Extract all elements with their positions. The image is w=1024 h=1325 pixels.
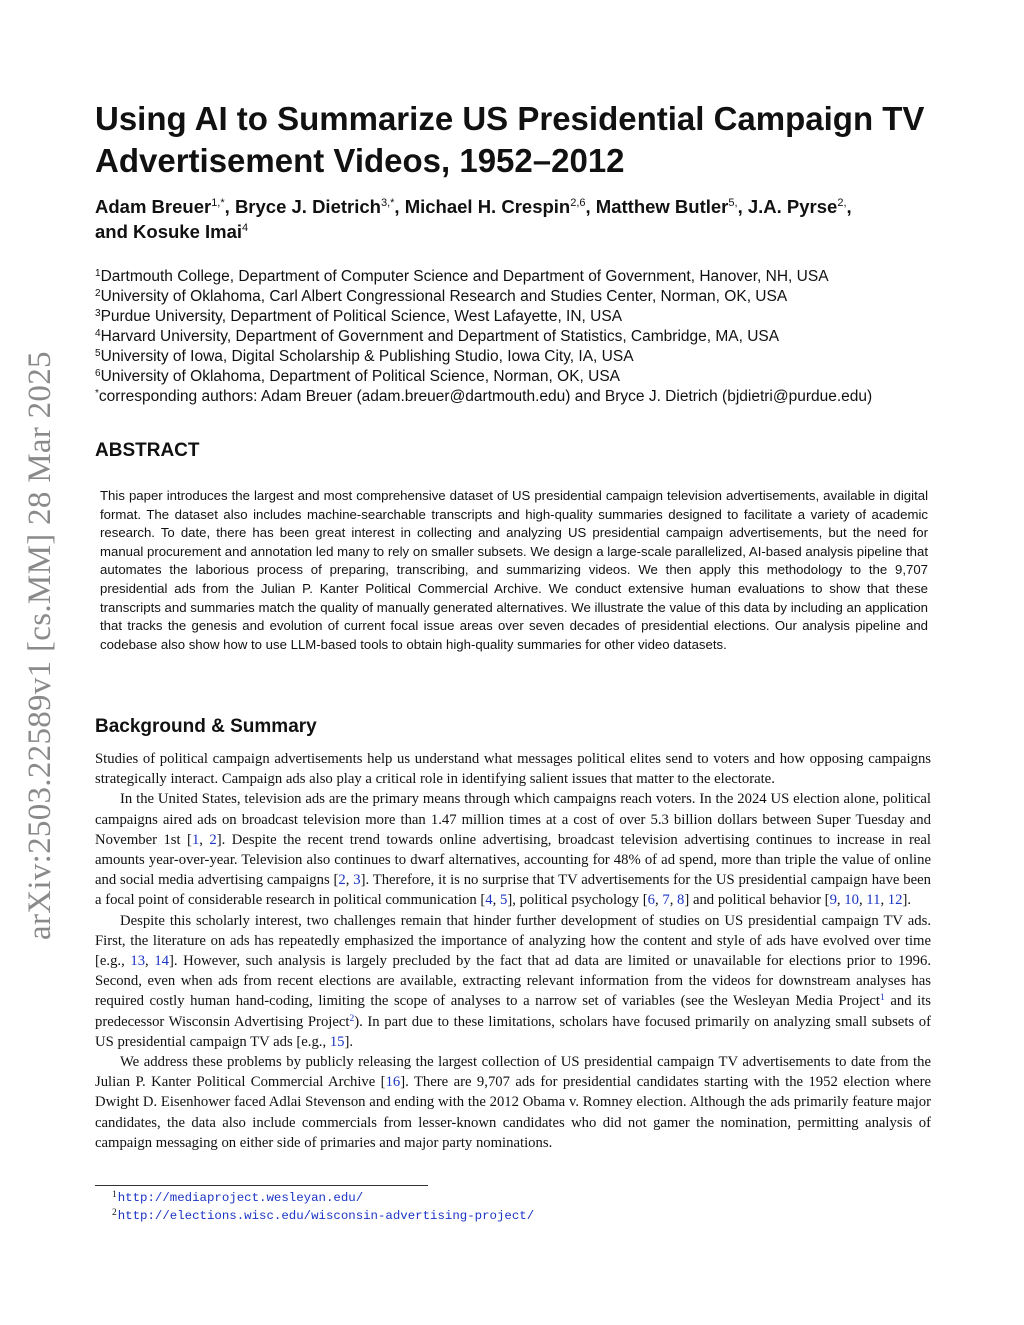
paper-title: Using AI to Summarize US Presidential Campaign TV Advertisement Videos, 1952–2012 xyxy=(95,100,925,179)
citation-link[interactable]: 8 xyxy=(677,892,685,909)
author-name: Michael H. Crespin xyxy=(404,196,571,217)
citation-link[interactable]: 4 xyxy=(485,892,493,909)
affiliation-item: $^1$Dartmouth College, Department of Computer Science and Department of Government, Hanover, NH, USA xyxy=(95,268,829,285)
affiliation-item: $^5$University of Iowa, Digital Scholarship & Publishing Studio, Iowa City, IA, USA xyxy=(95,348,634,365)
paragraph: In the United States, television ads are the primary means through which campaigns reach voters. In the 2024 US election alone, political campaigns aired ads on broadcast television more than 1.47 million times at a cost of over 5.3 billion dollars between Super Tuesday and November 1st [1, 2]. Despite the recent trend towards online advertising, broadcast television advertising continues to increase in real amounts year-over-year. Television also continues to dwarf alternatives, accounting for 48% of ad spend, more than triple the value of online and social media advertising campaigns [2, 3]. Therefore, it is no surprise that TV advertisements for the US presidential campaign have been a focal point of considerable research in political communication [4, 5], political psychology [6, 7, 8] and political behavior [9, 10, 11, 12]. xyxy=(95,791,931,909)
citation-link[interactable]: 2 xyxy=(209,831,217,848)
corresponding-authors-note: *corresponding authors: Adam Breuer (adam.breuer@dartmouth.edu) and Bryce J. Dietrich (bjdietri@purdue.edu) xyxy=(95,388,873,405)
citation-link[interactable]: 10 xyxy=(844,892,859,909)
section-heading-background: Background & Summary xyxy=(95,716,317,737)
author-conjunction: and xyxy=(95,221,134,242)
author-name: Kosuke Imai xyxy=(133,221,243,242)
affiliation-list xyxy=(95,267,955,407)
footnote-item: $^1$http://mediaproject.wesleyan.edu/ xyxy=(112,1190,364,1205)
affiliation-item: $^4$Harvard University, Department of Government and Department of Statistics, Cambridge, MA, USA xyxy=(95,328,780,345)
author-affiliation-marks: 1,* xyxy=(211,197,225,209)
footnotes xyxy=(112,1189,534,1225)
citation-link[interactable]: 13 xyxy=(130,953,146,970)
background-section-body xyxy=(95,749,931,1153)
footnote-url-link[interactable]: http://mediaproject.wesleyan.edu/ xyxy=(117,1191,364,1205)
footnote-divider xyxy=(95,1185,428,1186)
citation-link[interactable]: 12 xyxy=(887,892,903,909)
paragraph: Studies of political campaign advertisements help us understand what messages political elites send to voters and how opposing campaigns strategically interact. Campaign ads also play a critical role in identifying salient issues that matter to the electorate. xyxy=(95,751,931,788)
citation-link[interactable]: 9 xyxy=(829,892,837,909)
abstract-heading: ABSTRACT xyxy=(95,440,200,461)
citation-link[interactable]: 7 xyxy=(662,892,670,909)
footnote-url-link[interactable]: http://elections.wisc.edu/wisconsin-advertising-project/ xyxy=(117,1209,535,1223)
citation-link[interactable]: 2 xyxy=(338,872,346,889)
citation-link[interactable]: 16 xyxy=(385,1074,401,1091)
author-name: Bryce J. Dietrich xyxy=(234,196,381,217)
arxiv-identifier-stamp: arXiv:2503.22589v1 [cs.MM] 28 Mar 2025 xyxy=(22,351,58,940)
citation-link[interactable]: 3 xyxy=(353,872,361,889)
footnote-mark[interactable]: 1 xyxy=(880,993,885,1004)
footnote-mark[interactable]: 2 xyxy=(349,1013,355,1024)
affiliation-item: $^3$Purdue University, Department of Political Science, West Lafayette, IN, USA xyxy=(95,308,623,325)
author-list: Adam Breuer$^{1,*}$, Bryce J. Dietrich$^{3,*}$, Michael H. Crespin$^{2,6}$, Matthew Butler$^{5,}$, J.A. Pyrse$^{2,}$, and Kosuke Imai$^4$ xyxy=(95,196,852,242)
paragraph: We address these problems by publicly releasing the largest collection of US presidential campaign TV advertisements to date from the Julian P. Kanter Political Commercial Archive [16]. There are 9,707 ads for presidential candidates starting with the 1952 election where Dwight D. Eisenhower faced Adlai Stevenson and ending with the 2012 Obama v. Romney election. Although the ads primarily feature major candidates, the data also include commercials from lesser-known candidates who did not gamer the nomination, permitting analysis of campaign messaging on either side of primaries and major party nominations. xyxy=(95,1054,931,1151)
abstract-text: This paper introduces the largest and most comprehensive dataset of US presidential campaign television advertisements, available in digital format. The dataset also includes machine-searchable transcripts and high-quality summaries designed to facilitate a variety of academic research. To date, there has been great interest in collecting and analyzing US presidential campaign advertisements, but the need for manual procurement and annotation led many to rely on smaller subsets. We design a large-scale parallelized, AI-based analysis pipeline that automates the laborious process of preparing, transcribing, and summarizing videos. We then apply this methodology to the 9,707 presidential ads from the Julian P. Kanter Political Commercial Archive. We conduct extensive human evaluations to show that these transcripts and summaries match the quality of manually generated alternatives. We illustrate the value of this data by including an application that tracks the genesis and evolution of current focal issue areas over seven decades of presidential elections. Our analysis pipeline and codebase also show how to use LLM-based tools to obtain high-quality summaries for other video datasets. xyxy=(100,488,928,652)
author-name: Matthew Butler xyxy=(595,196,729,217)
affiliation-item: $^2$University of Oklahoma, Carl Albert Congressional Research and Studies Center, Norman, OK, USA xyxy=(95,288,788,305)
author-affiliation-marks: 2,6 xyxy=(570,197,586,209)
footnote-item: $^2$http://elections.wisc.edu/wisconsin-advertising-project/ xyxy=(112,1208,535,1223)
citation-link[interactable]: 11 xyxy=(866,892,881,909)
author-affiliation-marks: 5, xyxy=(728,197,738,209)
citation-link[interactable]: 15 xyxy=(329,1033,345,1050)
citation-link[interactable]: 5 xyxy=(499,892,508,909)
citation-link[interactable]: 6 xyxy=(647,892,655,909)
citation-link[interactable]: 1 xyxy=(191,831,200,848)
citation-link[interactable]: 14 xyxy=(154,953,169,970)
author-name: J.A. Pyrse xyxy=(747,196,838,217)
author-affiliation-marks: 2, xyxy=(837,197,847,209)
author-affiliation-marks: 3,* xyxy=(380,197,395,209)
affiliation-item: $^6$University of Oklahoma, Department of Political Science, Norman, OK, USA xyxy=(95,368,621,385)
paragraph: Despite this scholarly interest, two challenges remain that hinder further development of studies on US presidential campaign TV ads. First, the literature on ads has repeatedly emphasized the importance of analyzing how the content and style of ads have evolved over time [e.g., 13, 14]. However, such analysis is largely precluded by the fact that ad data are limited or unavailable for elections prior to 1996. Second, even when ads from recent elections are available, extracting relevant information from the videos for downstream analyses has required costly human hand-coding, limiting the scope of analyses to a narrow set of variables (see the Wesleyan Media Project$^1$ and its predecessor Wisconsin Advertising Project$^2$). In part due to these limitations, scholars have focused primarily on analyzing small subsets of US presidential campaign TV ads [e.g., 15]. xyxy=(95,912,931,1050)
author-name: Adam Breuer xyxy=(95,196,212,217)
author-affiliation-marks: 4 xyxy=(242,222,249,234)
